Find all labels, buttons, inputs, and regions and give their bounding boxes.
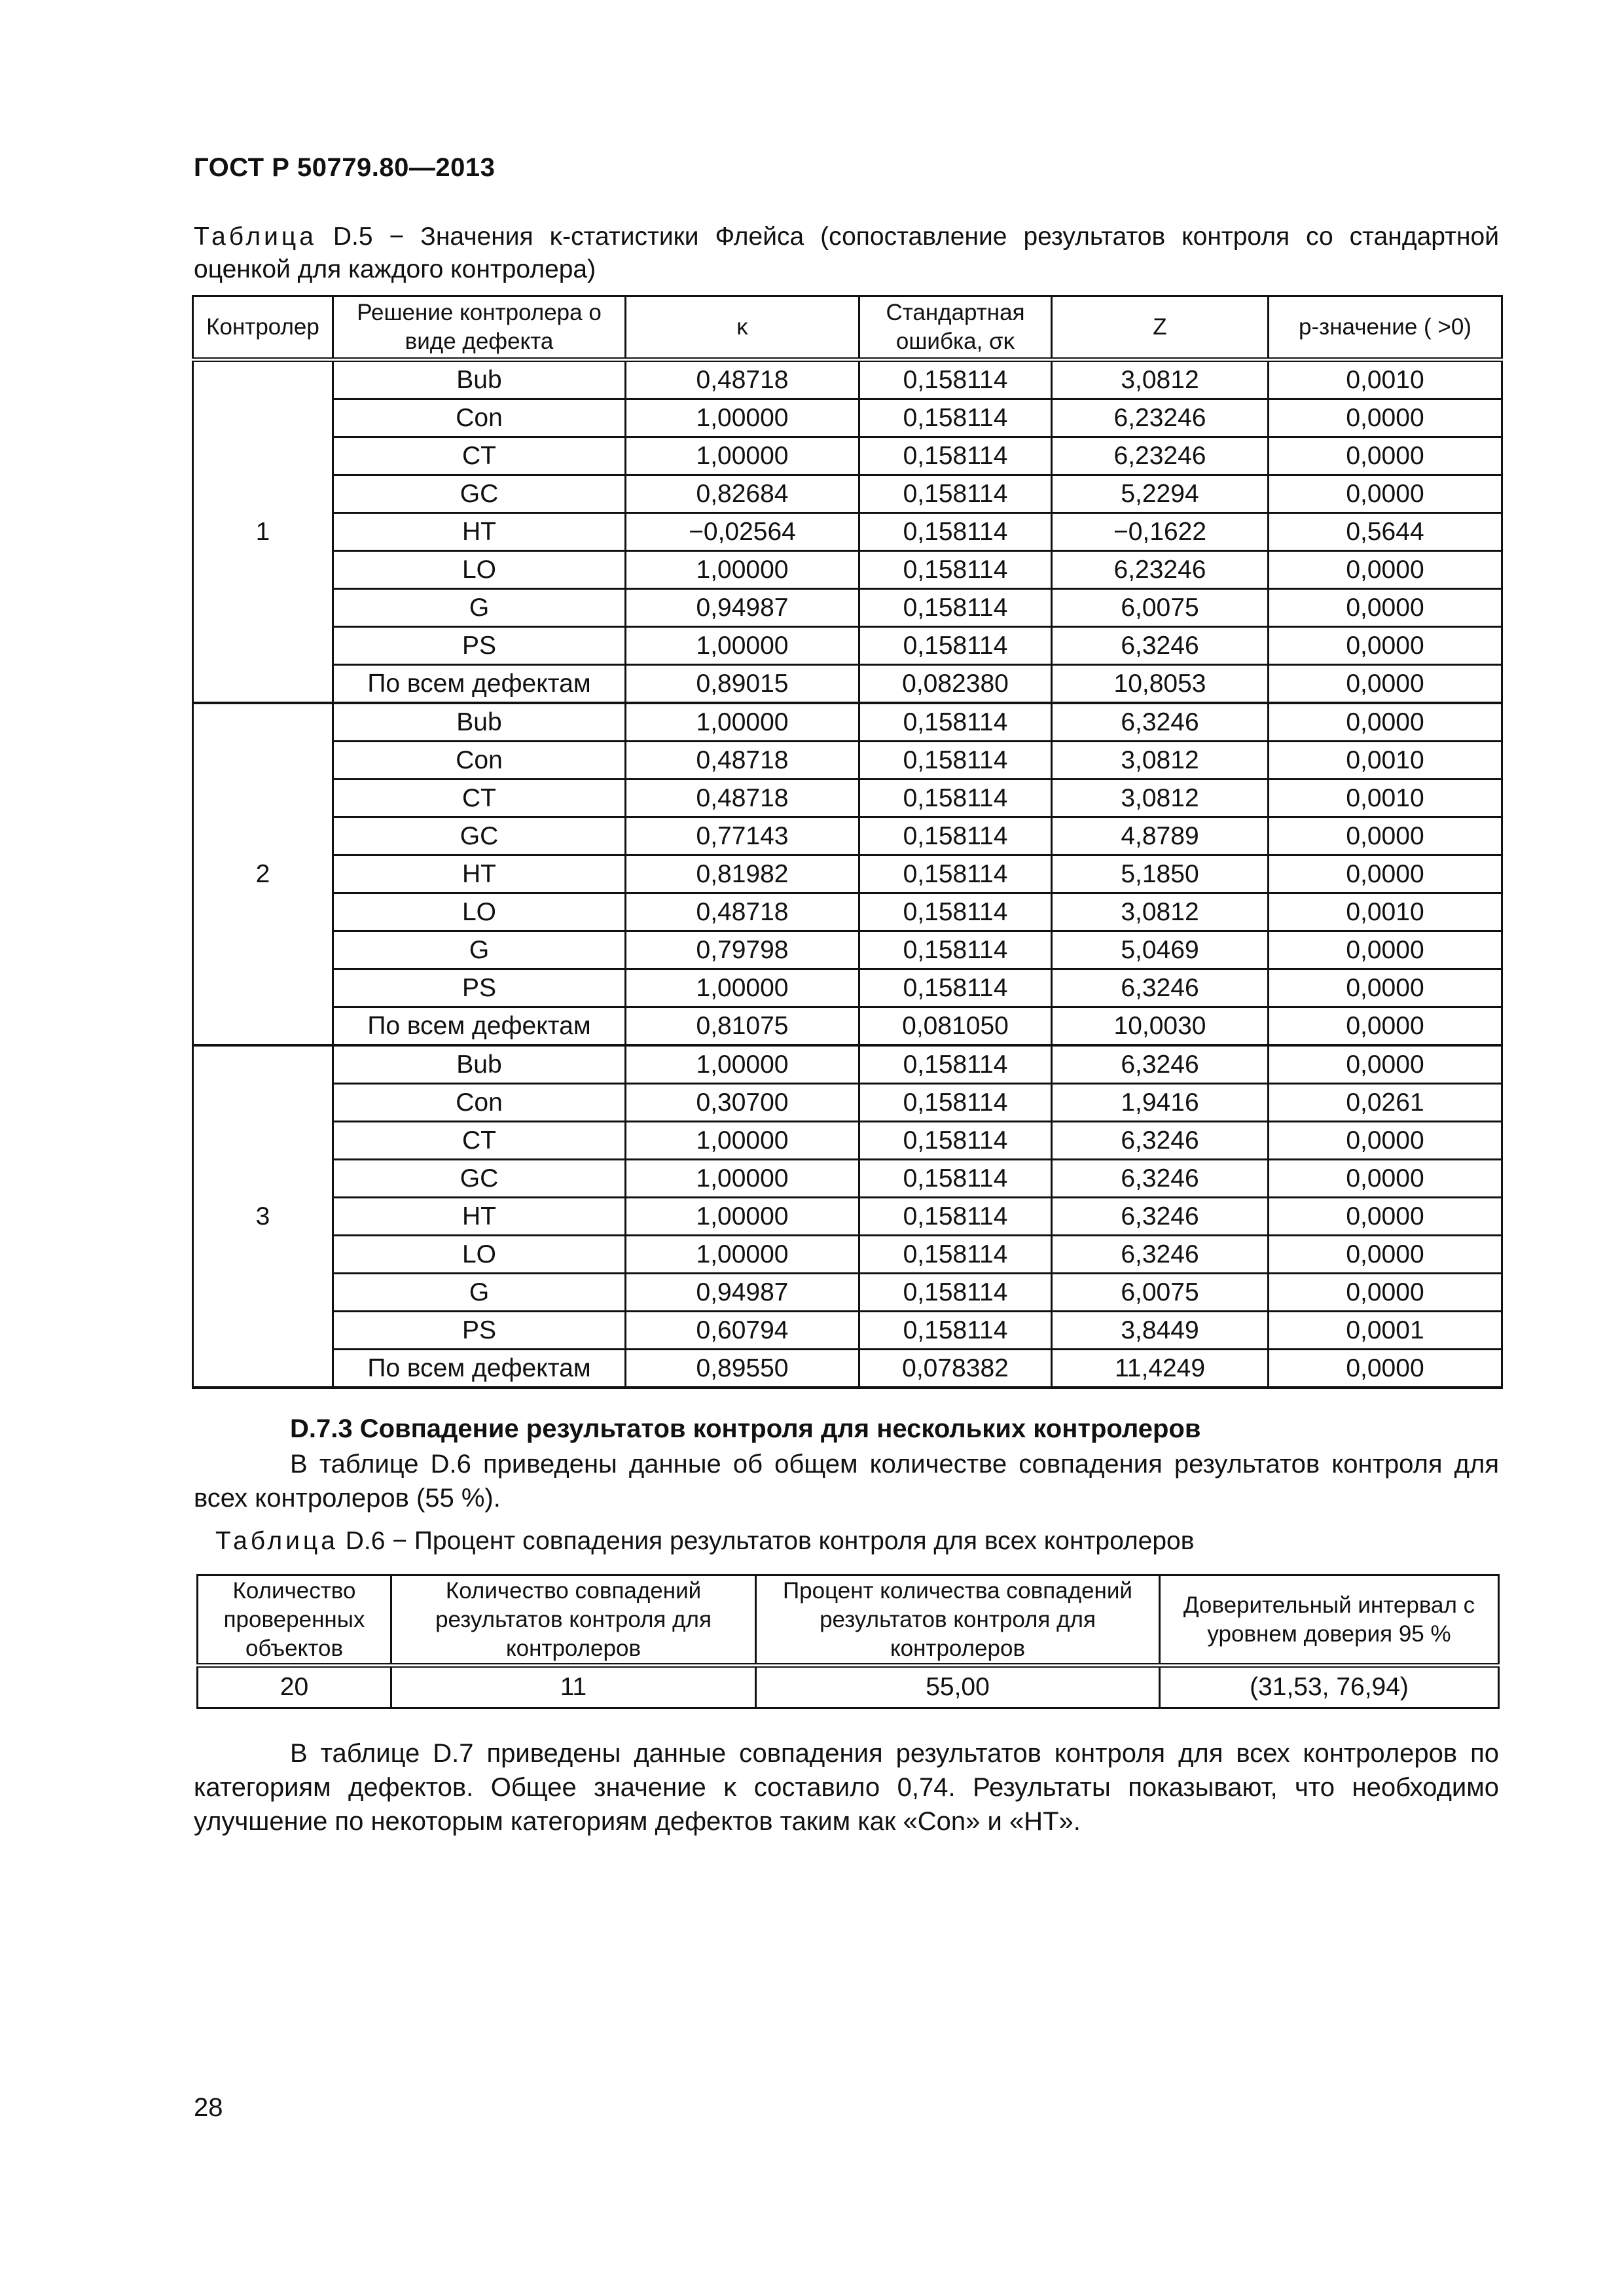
cell-decision: GC	[333, 475, 626, 513]
column-header-kappa: κ	[626, 296, 859, 360]
cell-z: 10,0030	[1052, 1007, 1269, 1046]
cell-decision: Bub	[333, 1045, 626, 1084]
table-row	[193, 589, 1502, 627]
cell-p-value: 0,0000	[1269, 931, 1502, 969]
section-d73-paragraph	[194, 1447, 1499, 1515]
cell-std-error: 0,158114	[859, 931, 1052, 969]
cell-controller: 2	[193, 703, 333, 1045]
cell-decision: GC	[333, 817, 626, 855]
cell-kappa: 0,77143	[626, 817, 859, 855]
cell-z: 6,3246	[1052, 1122, 1269, 1160]
cell-p-value: 0,0000	[1269, 1160, 1502, 1198]
cell-z: 6,3246	[1052, 1160, 1269, 1198]
table-row	[193, 475, 1502, 513]
table-row	[193, 627, 1502, 665]
cell-decision: Bub	[333, 360, 626, 399]
cell-decision: По всем дефектам	[333, 1350, 626, 1388]
cell-p-value: 0,0010	[1269, 780, 1502, 817]
cell-kappa: 0,48718	[626, 742, 859, 780]
cell-decision: HT	[333, 855, 626, 893]
cell-kappa: 0,30700	[626, 1084, 859, 1122]
cell-std-error: 0,158114	[859, 1312, 1052, 1350]
table-row	[193, 780, 1502, 817]
column-header-controller: Контролер	[193, 296, 333, 360]
cell-controller: 1	[193, 360, 333, 704]
cell-decision: G	[333, 931, 626, 969]
cell-p-value: 0,0000	[1269, 855, 1502, 893]
table-d6-caption	[215, 1525, 1498, 1558]
closing-paragraph	[194, 1736, 1499, 1839]
cell-z: 6,0075	[1052, 1274, 1269, 1312]
cell-z: 6,3246	[1052, 703, 1269, 742]
cell-z: 6,3246	[1052, 1045, 1269, 1084]
cell-kappa: 0,48718	[626, 893, 859, 931]
cell-std-error: 0,158114	[859, 551, 1052, 589]
cell-std-error: 0,158114	[859, 360, 1052, 399]
cell-z: 6,0075	[1052, 589, 1269, 627]
cell-z: 6,3246	[1052, 1236, 1269, 1274]
cell-p-value: 0,0000	[1269, 969, 1502, 1007]
cell-p-value: 0,0000	[1269, 1274, 1502, 1312]
closing-paragraph-text: В таблице D.7 приведены данные совпадения результатов контроля для всех контролеров по категориям дефектов. Общее значение κ составило 0,74. Результаты показывают, что необходимо улучшение по некоторым категориям дефектов таким как «Con» и «HT».	[194, 1739, 1499, 1836]
cell-kappa: 0,81075	[626, 1007, 859, 1046]
column-header-z: Z	[1052, 296, 1269, 360]
cell-decision: По всем дефектам	[333, 665, 626, 704]
cell-std-error: 0,158114	[859, 437, 1052, 475]
cell-decision: LO	[333, 893, 626, 931]
cell-decision: LO	[333, 1236, 626, 1274]
standard-header: ГОСТ Р 50779.80—2013	[194, 153, 496, 182]
cell-kappa: 1,00000	[626, 969, 859, 1007]
cell-decision: PS	[333, 969, 626, 1007]
cell-p-value: 0,0000	[1269, 475, 1502, 513]
table-d6-caption-text: D.6 − Процент совпадения результатов контроля для всех контролеров	[338, 1527, 1195, 1555]
table-d6-caption-label: Таблица	[215, 1527, 338, 1555]
table-row	[193, 437, 1502, 475]
cell-decision: Con	[333, 742, 626, 780]
cell-z: 5,1850	[1052, 855, 1269, 893]
table-row	[193, 1274, 1502, 1312]
cell-z: 11,4249	[1052, 1350, 1269, 1388]
column-header-std-error: Стандартная ошибка, σκ	[859, 296, 1052, 360]
cell-kappa: 1,00000	[626, 703, 859, 742]
table-row	[193, 1045, 1502, 1084]
table-row	[193, 1312, 1502, 1350]
cell-z: 3,0812	[1052, 893, 1269, 931]
cell-z: 6,23246	[1052, 399, 1269, 437]
cell-std-error: 0,158114	[859, 893, 1052, 931]
cell-z: 3,8449	[1052, 1312, 1269, 1350]
cell-kappa: 0,81982	[626, 855, 859, 893]
cell-std-error: 0,158114	[859, 589, 1052, 627]
cell-kappa: 1,00000	[626, 1122, 859, 1160]
cell-p-value: 0,0000	[1269, 1198, 1502, 1236]
cell-decision: CT	[333, 437, 626, 475]
cell-std-error: 0,158114	[859, 1274, 1052, 1312]
column-header-interval: Доверительный интервал с уровнем доверия 95 %	[1160, 1575, 1499, 1666]
cell-kappa: 1,00000	[626, 1198, 859, 1236]
cell-std-error: 0,158114	[859, 1198, 1052, 1236]
cell-z: 5,2294	[1052, 475, 1269, 513]
table-row	[193, 703, 1502, 742]
cell-decision: CT	[333, 1122, 626, 1160]
cell-z: 6,3246	[1052, 1198, 1269, 1236]
column-header-p-value: p-значение ( >0)	[1269, 296, 1502, 360]
table-row	[193, 1007, 1502, 1046]
table-row	[193, 1084, 1502, 1122]
column-header-decision: Решение контролера о виде дефекта	[333, 296, 626, 360]
cell-p-value: 0,5644	[1269, 513, 1502, 551]
table-row	[193, 513, 1502, 551]
table-row	[193, 1122, 1502, 1160]
cell-p-value: 0,0261	[1269, 1084, 1502, 1122]
cell-decision: PS	[333, 1312, 626, 1350]
cell-interval: (31,53, 76,94)	[1160, 1666, 1499, 1708]
cell-z: 3,0812	[1052, 742, 1269, 780]
cell-kappa: −0,02564	[626, 513, 859, 551]
section-d73-title: D.7.3 Совпадение результатов контроля для нескольких контролеров	[290, 1414, 1201, 1443]
cell-decision: LO	[333, 551, 626, 589]
cell-p-value: 0,0000	[1269, 1236, 1502, 1274]
table-row	[193, 1236, 1502, 1274]
cell-std-error: 0,082380	[859, 665, 1052, 704]
cell-std-error: 0,158114	[859, 1084, 1052, 1122]
cell-decision: HT	[333, 1198, 626, 1236]
cell-kappa: 0,89015	[626, 665, 859, 704]
cell-kappa: 0,79798	[626, 931, 859, 969]
table-row	[193, 893, 1502, 931]
cell-p-value: 0,0010	[1269, 893, 1502, 931]
cell-kappa: 1,00000	[626, 1236, 859, 1274]
cell-z: 4,8789	[1052, 817, 1269, 855]
cell-std-error: 0,158114	[859, 780, 1052, 817]
cell-percent: 55,00	[756, 1666, 1160, 1708]
cell-kappa: 1,00000	[626, 399, 859, 437]
cell-kappa: 0,48718	[626, 360, 859, 399]
cell-decision: Bub	[333, 703, 626, 742]
cell-std-error: 0,158114	[859, 475, 1052, 513]
cell-z: 6,3246	[1052, 627, 1269, 665]
cell-z: 6,23246	[1052, 551, 1269, 589]
cell-p-value: 0,0000	[1269, 551, 1502, 589]
cell-std-error: 0,158114	[859, 1122, 1052, 1160]
cell-decision: Con	[333, 399, 626, 437]
table-row	[198, 1666, 1499, 1708]
table-d5-caption-text: D.5 − Значения κ-статистики Флейса (сопоставление результатов контроля со стандартной оценкой для каждого контролера)	[194, 223, 1499, 283]
cell-z: −0,1622	[1052, 513, 1269, 551]
cell-p-value: 0,0000	[1269, 589, 1502, 627]
table-row	[193, 399, 1502, 437]
cell-std-error: 0,158114	[859, 969, 1052, 1007]
cell-z: 3,0812	[1052, 780, 1269, 817]
cell-z: 6,23246	[1052, 437, 1269, 475]
cell-p-value: 0,0000	[1269, 665, 1502, 704]
cell-decision: GC	[333, 1160, 626, 1198]
cell-p-value: 0,0000	[1269, 817, 1502, 855]
table-d6	[196, 1574, 1500, 1709]
cell-std-error: 0,158114	[859, 1160, 1052, 1198]
cell-std-error: 0,158114	[859, 1045, 1052, 1084]
cell-decision: G	[333, 589, 626, 627]
cell-z: 5,0469	[1052, 931, 1269, 969]
cell-p-value: 0,0000	[1269, 1007, 1502, 1046]
cell-std-error: 0,158114	[859, 817, 1052, 855]
table-d5-caption-label: Таблица	[194, 223, 317, 251]
cell-decision: PS	[333, 627, 626, 665]
section-d73-paragraph-text: В таблице D.6 приведены данные об общем количестве совпадения результатов контроля для всех контролеров (55 %).	[194, 1450, 1499, 1513]
cell-p-value: 0,0000	[1269, 1122, 1502, 1160]
cell-z: 3,0812	[1052, 360, 1269, 399]
table-row	[193, 551, 1502, 589]
column-header-percent: Процент количества совпадений результатов контроля для контролеров	[756, 1575, 1160, 1666]
cell-std-error: 0,078382	[859, 1350, 1052, 1388]
cell-kappa: 1,00000	[626, 627, 859, 665]
cell-std-error: 0,158114	[859, 703, 1052, 742]
table-d5-caption	[194, 221, 1499, 286]
cell-kappa: 1,00000	[626, 551, 859, 589]
cell-kappa: 0,94987	[626, 589, 859, 627]
cell-kappa: 0,48718	[626, 780, 859, 817]
cell-p-value: 0,0000	[1269, 703, 1502, 742]
cell-std-error: 0,158114	[859, 399, 1052, 437]
table-row	[193, 855, 1502, 893]
table-row	[193, 360, 1502, 399]
table-row	[193, 969, 1502, 1007]
cell-std-error: 0,158114	[859, 513, 1052, 551]
cell-std-error: 0,158114	[859, 627, 1052, 665]
cell-p-value: 0,0000	[1269, 1045, 1502, 1084]
cell-z: 1,9416	[1052, 1084, 1269, 1122]
table-row	[193, 665, 1502, 704]
cell-decision: HT	[333, 513, 626, 551]
cell-matches: 11	[391, 1666, 756, 1708]
page-number: 28	[194, 2093, 223, 2122]
column-header-matches: Количество совпадений результатов контроля для контролеров	[391, 1575, 756, 1666]
cell-controller: 3	[193, 1045, 333, 1388]
cell-z: 6,3246	[1052, 969, 1269, 1007]
cell-p-value: 0,0010	[1269, 360, 1502, 399]
table-row	[193, 931, 1502, 969]
cell-kappa: 1,00000	[626, 1160, 859, 1198]
cell-decision: Con	[333, 1084, 626, 1122]
table-d5-body	[193, 360, 1502, 1388]
cell-kappa: 1,00000	[626, 1045, 859, 1084]
cell-p-value: 0,0000	[1269, 437, 1502, 475]
table-row	[193, 742, 1502, 780]
cell-p-value: 0,0001	[1269, 1312, 1502, 1350]
table-row	[193, 1198, 1502, 1236]
cell-kappa: 1,00000	[626, 437, 859, 475]
cell-std-error: 0,158114	[859, 855, 1052, 893]
cell-inspected: 20	[198, 1666, 391, 1708]
cell-decision: По всем дефектам	[333, 1007, 626, 1046]
table-row	[193, 1350, 1502, 1388]
table-row	[193, 1160, 1502, 1198]
cell-std-error: 0,158114	[859, 1236, 1052, 1274]
cell-decision: G	[333, 1274, 626, 1312]
cell-p-value: 0,0010	[1269, 742, 1502, 780]
cell-kappa: 0,94987	[626, 1274, 859, 1312]
cell-kappa: 0,82684	[626, 475, 859, 513]
cell-kappa: 0,89550	[626, 1350, 859, 1388]
table-d5	[192, 295, 1503, 1389]
table-row	[193, 817, 1502, 855]
cell-decision: CT	[333, 780, 626, 817]
cell-std-error: 0,081050	[859, 1007, 1052, 1046]
cell-z: 10,8053	[1052, 665, 1269, 704]
cell-p-value: 0,0000	[1269, 1350, 1502, 1388]
cell-std-error: 0,158114	[859, 742, 1052, 780]
cell-p-value: 0,0000	[1269, 399, 1502, 437]
column-header-inspected: Количество проверенных объектов	[198, 1575, 391, 1666]
cell-kappa: 0,60794	[626, 1312, 859, 1350]
cell-p-value: 0,0000	[1269, 627, 1502, 665]
